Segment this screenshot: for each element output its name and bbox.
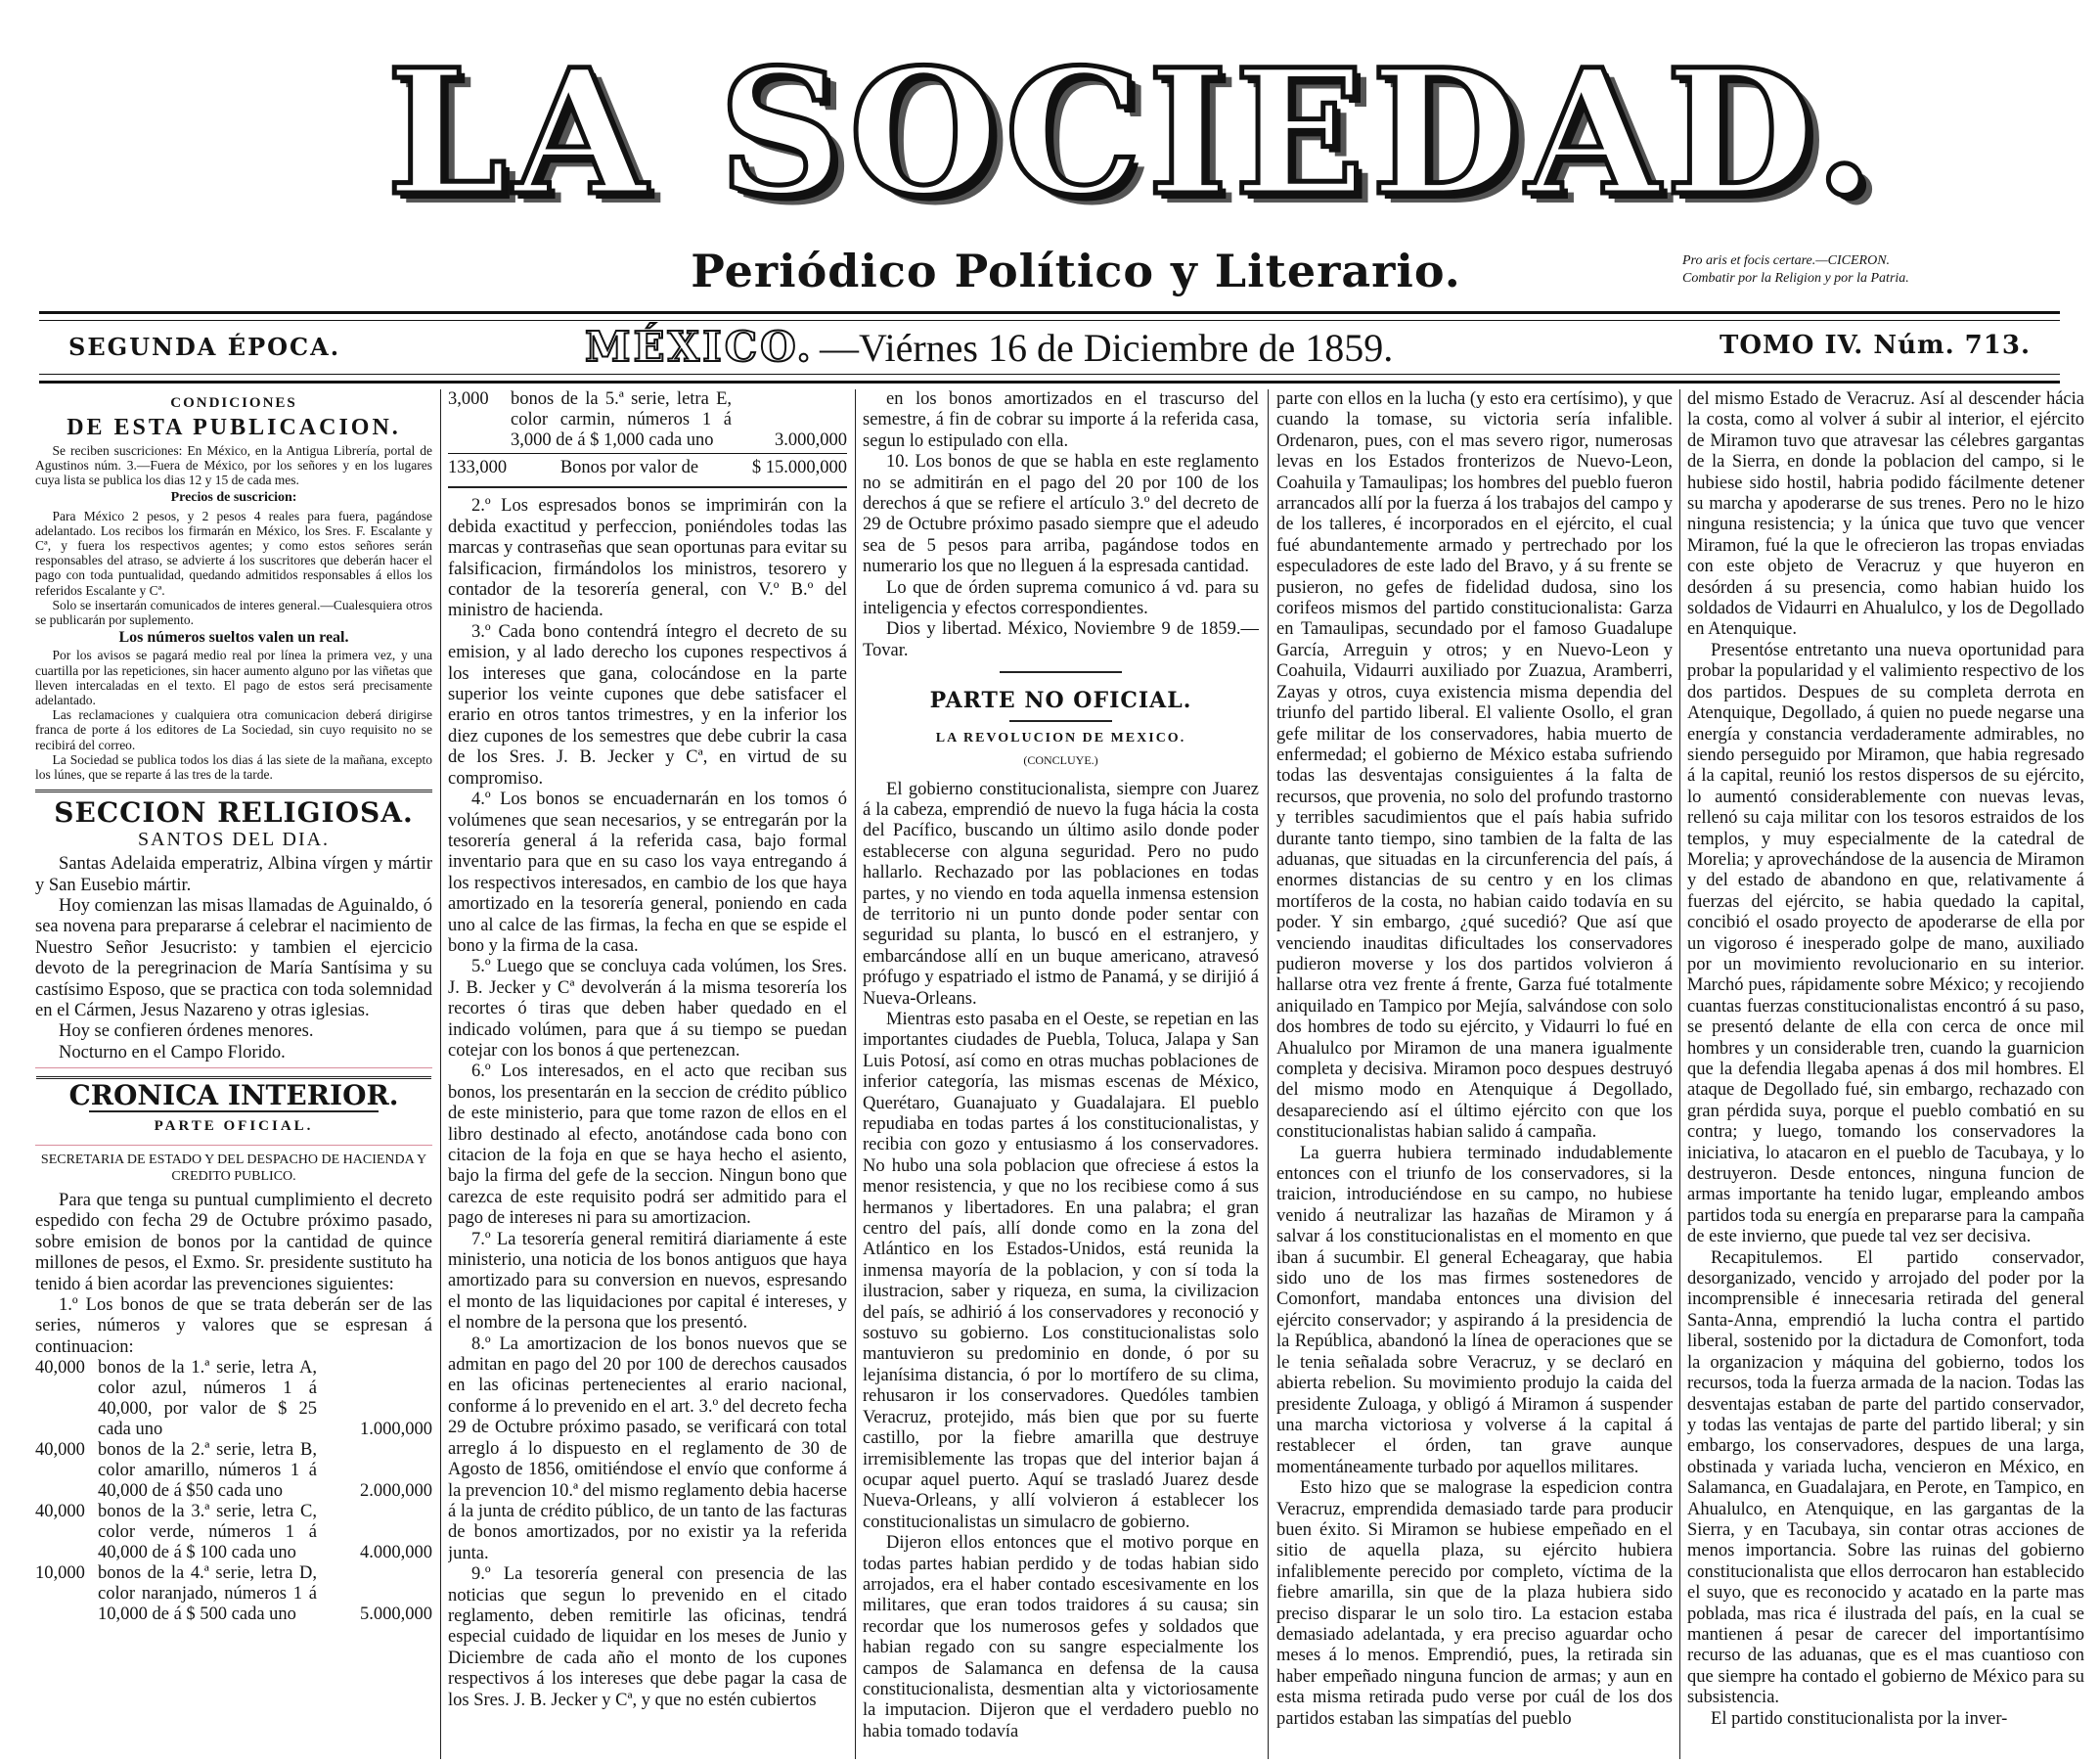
- total-label: Bonos por valor de: [559, 458, 699, 477]
- article-paragraph: Lo que de órden suprema comunico á vd. para su inteligencia y efectos correspondientes.: [863, 577, 1259, 619]
- article-paragraph: 5.º Luego que se concluya cada volúmen, los Sres. J. B. Jecker y Cª devolverán á la misma tesorería los recortes ó tiras que deben haber quedado en el indicado volúmen, para que á su tiempo se puedan cotejar con los bonos á que pertenezcan.: [448, 957, 847, 1061]
- column-divider: [1268, 389, 1269, 1759]
- signature-line: Dios y libertad. México, Noviembre 9 de 1859.—Tovar.: [863, 619, 1259, 660]
- article-paragraph: 3.º Cada bono contendrá íntegro el decreto de su emision, y al lado derecho los cupones respectivos á los intereses que gana, colocándose en la parte superior los veinte cupones que debe satisfacer el erario en otros tantos trimestres, y en la inferior los diez cupones de los semestres que debe cubrir la casa de los Sres. J. B. Jecker y Cª, en virtud de su compromiso.: [448, 621, 847, 789]
- bond-row: [448, 389, 847, 451]
- motto-line: Combatir por la Religion y por la Patria.: [1682, 271, 1909, 286]
- column-divider: [1679, 389, 1680, 1759]
- rule: [1000, 671, 1122, 673]
- cronica-title: CRONICA INTERIOR.: [68, 1079, 399, 1112]
- paragraph: Nocturno en el Campo Florido.: [59, 1042, 286, 1062]
- prices-title: Precios de suscricion:: [170, 490, 297, 506]
- bond-desc: bonos de la 5.ª serie, letra E, color carmin, números 1 á 3,000 de á $ 1,000 cada uno: [511, 389, 732, 450]
- article-paragraph: Esto hizo que se malograse la espedicion contra Veracruz, emprendida demasiado tarde para producir buen éxito. Si Miramon se hubiese empeñado en el sitio de aquella plaza, su ejército hubiera infaliblemente perecido por completo, víctima de la fiebre amarilla, sin que de la plaza hubiera sido preciso disparar le un solo tiro. La estacion estaba demasiado adelantada, y era preciso aguardar ocho meses á lo menos. Emprendió, pues, la retirada sin haber empeñado ninguna funcion de armas; y aun en esta misma retirada pudo verse por cuál de los dos partidos estaban las simpatías del pueblo: [1276, 1478, 1673, 1729]
- bond-qty: 40,000: [35, 1502, 85, 1522]
- paragraph: Para que tenga su puntual cumplimiento el decreto espedido con fecha 29 de Octubre próximo pasado, sobre emision de bonos por la cantidad de quince millones de pesos, el Exmo. Sr. presidente sustituto ha tenido á bien acordar las prevenciones siguientes:: [35, 1190, 432, 1294]
- paragraph: Por los avisos se pagará medio real por línea la primera vez, y una cuartilla por las repeticiones, sin hacer aumento alguno por las viñetas que lleven intercaladas en el texto. El pago de estos será precisamente adelantado.: [35, 648, 432, 708]
- paragraph: Se reciben suscriciones: En México, en la Antigua Librería, portal de Agustinos núm. 3.—Fuera de México, por los señores y en los lugares cuya lista se publica los dias 12 y 15 de cada mes.: [35, 442, 432, 488]
- paragraph: Santas Adelaida emperatriz, Albina vírgen y mártir y San Eusebio mártir.: [35, 854, 432, 895]
- paragraph: Solo se insertarán comunicados de interes general.—Cualesquiera otros se publicarán por suplemento.: [35, 597, 432, 628]
- rule: [448, 486, 847, 488]
- bond-desc: bonos de la 3.ª serie, letra C, color verde, números 1 á 40,000 de á $ 100 cada uno: [98, 1502, 317, 1563]
- issue-date: —Viérnes 16 de Diciembre de 1859.: [820, 326, 1394, 370]
- bond-row: [35, 1358, 432, 1440]
- motto: [1682, 252, 1995, 288]
- article-paragraph: Dijeron ellos entonces que el motivo porque en todas partes habian perdido y de todas habian sido arrojados, era el haber contado escesivamente en los militares, que eran todos traidores á su causa; sin recordar que los numerosos gefes y soldados que habian regado con su sangre especialmente los campos de Salamanca en defensa de la causa constitucionalista, desmentian alta y victoriosamente la imputacion. Dijeron que el verdadero pueblo no habia tomado todavía: [863, 1533, 1259, 1741]
- conditions-subtitle: DE ESTA PUBLICACION.: [67, 415, 401, 441]
- article-paragraph: parte con ellos en la lucha (y esto era certísimo), y que cuando la tomase, su victoria sería infalible. Ordenaron, pues, con el mas severo rigor, numerosas levas en los Estados fronterizos de Nuevo-Leon, Coahuila y Tamaulipas; los hombres del pueblo fueron arrancados allí por la fuerza á los trabajos del campo y de los talleres, é incorporados en el ejército, el cual fué abundantemente armado y pertrechado por los especuladores de este lado del Bravo, y á su frente se pusieron, no gefes de fidelidad dudosa, sino los corifeos mismos del partido constitucionalista: Garza en Tamaulipas, secundado por el famoso Guadalupe García, Arreguin y otros; y en Nuevo-Leon y Coahuila, Vidaurri auxiliado por Zuazua, Aramberri, Zayas y otros, cuya existencia misma dependia del triunfo del partido liberal. El valiente Osollo, el gran gefe militar de los conservadores, habia muerto de enfermedad; el gobierno de México estaba sufriendo todas las desventajas consiguientes á la falta de recursos, que provenia, no solo del profundo trastorno y terribles sacudimientos que el país habia sufrido durante tanto tiempo, sino tambien de la falta de las aduanas, que situadas en la circunferencia del país, á enormes distancias de su centro y en los climas mortíferos de la costa, no habian caido todavía en su poder. Y sin embargo, ¿qué sucedió? Que así que venciendo inauditas dificultades los conservadores pudieron moverse y los dos partidos volvieron á hallarse otra vez frente á frente, Garza fué totalmente aniquilado en Tampico por Mejía, salvándose con solo dos hombres de todo su ejército, y Vidaurri lo fué en Ahualulco por Miramon de una manera igualmente completa y decisiva. Miramon poco despues destruyó del mismo modo en Atenquique á Degollado, desapareciendo así el último ejército con que los constitucionalistas habian salido á campaña.: [1276, 389, 1673, 1143]
- paragraph: Hoy comienzan las misas llamadas de Aguinaldo, ó sea novena para prepararse á celebrar el nacimiento de Nuestro Señor Jesucristo: y tambien el ejercicio devoto de la peregrinacion de María Santísima y su castísimo Esposo, que se practica con toda solemnidad en el Cármen, Jesus Nazareno y otras iglesias.: [35, 895, 432, 1020]
- cronica-interior-header: [35, 1067, 432, 1146]
- column-5: [1687, 389, 2084, 1759]
- bond-desc: bonos de la 1.ª serie, letra A, color azul, números 1 á 40,000, por valor de $ 25 cada uno: [98, 1358, 317, 1440]
- article-paragraph: en los bonos amortizados en el trascurso del semestre, á fin de cobrar su importe á la referida casa, segun lo estipulado con ella.: [863, 389, 1259, 451]
- column-2: [448, 389, 847, 1759]
- bonds-table-continued: [448, 389, 847, 451]
- article-paragraph: Recapitulemos. El partido conservador, desorganizado, vencido y arrojado del poder por la incomprensible é innecesaria retirada del general Santa-Anna, emprendió la lucha contra el partido liberal, sostenido por la dictadura de Comonfort, toda la organizacion y máquina del gobierno, todos los recursos, toda la fuerza armada de la nacion. Todas las desventajas estaban de parte del partido conservador, y todas las ventajas de parte del partido liberal; y sin embargo, los conservadores, despues de una larga, obstinada y variada lucha, vencieron en México, en Salamanca, en Guadalajara, en Perote, en Tampico, en Ahualulco, en Atenquique, en las gargantas de la Sierra, y en Tacubaya, sin contar otras acciones de menos importancia. Sobre las ruinas del gobierno constitucionalista que ellos derrocaron han establecido el suyo, que es reconocido y acatado en la parte mas poblada, mas rica é ilustrada del país, en la cual se mantienen á pesar de carecer del importantísimo recurso de las aduanas, que es el mas cuantioso con que siempre ha contado el gobierno de México para su subsistencia.: [1687, 1247, 2084, 1708]
- article-paragraph: 6.º Los interesados, en el acto que reciban sus bonos, los presentarán en la seccion de crédito público de este ministerio, para que tome razon de ellos en el libro destinado al efecto, anotándose cada bono con citacion de la foja en que se haya hecho el asiento, bajo la firma del gefe de la seccion. Ningun bono que carezca de este requisito podrá ser admitido para el pago de intereses ni para su amortizacion.: [448, 1062, 847, 1229]
- article-paragraph: 4.º Los bonos se encuadernarán en los tomos ó volúmenes que sean necesarios, y se entregarán por la tesorería general á la referida casa, bajo formal inventario para que en su caso los vaya entregando á los respectivos interesados, en cambio de los que haya amortizado en la tesorería general, poniendo en cada uno al calce de las firmas, la fecha en que se espide el bono y la firma de la casa.: [448, 790, 847, 956]
- dateline-rule: [39, 374, 2060, 384]
- parte-oficial-title: PARTE OFICIAL.: [154, 1117, 314, 1134]
- article-paragraph: 10. Los bonos de que se habla en este reglamento no se admitirán en el pago del 20 por 100 de los derechos á que se refiere el artículo 3.º del decreto de 29 de Octubre próximo pasado siempre que el adeudo sea de 5 pesos para arriba, pagándose todos en numerario los que no lleguen á la espresada cantidad.: [863, 452, 1259, 577]
- motto-line: Pro aris et focis certare.—CICERON.: [1682, 253, 1891, 268]
- column-1: [35, 389, 432, 1759]
- column-divider: [440, 389, 441, 1759]
- paragraph: Hoy se confieren órdenes menores.: [59, 1021, 314, 1042]
- paragraph: La Sociedad se publica todos los dias á las siete de la mañana, excepto los lúnes, que se reparte á las tres de la tarde.: [35, 751, 432, 783]
- city-label: MÉXICO.: [585, 323, 814, 371]
- saints-title: SANTOS DEL DIA.: [137, 828, 331, 850]
- paragraph: Para México 2 pesos, y 2 pesos 4 reales para fuera, pagándose adelantado. Los recibos los firmarán en México, los Sres. F. Escalante y Cª, y fuera los respectivos agentes; y como estos señores serán responsables del atraso, se advierte á los suscritores que deberán hacer el pago con toda puntualidad, quedando admitidos responsables á ellos los referidos Escalante y Cª.: [35, 508, 432, 598]
- newspaper-logo: LA SOCIEDAD.: [386, 31, 1881, 234]
- bond-qty: 40,000: [35, 1440, 85, 1461]
- bond-row: [35, 1563, 432, 1625]
- bond-value: 2.000,000: [360, 1481, 432, 1502]
- volume-number: TOMO IV. Núm. 713.: [1720, 331, 2031, 360]
- article-paragraph: 2.º Los espresados bonos se imprimirán con la debida exactitud y perfeccion, poniéndoles todas las marcas y contraseñas que sean oportunas para evitar su falsificacion, firmándolos los ministros, tesorero y contador de la tesorería general, con V.º B.º del ministro de hacienda.: [448, 496, 847, 621]
- column-4: [1276, 389, 1673, 1759]
- loose-numbers-note: Los números sueltos valen un real.: [118, 629, 349, 647]
- article-paragraph: 7.º La tesorería general remitirá diariamente á este ministerio, una noticia de los bonos antiguos que haya amortizado para su conversion en nuevos, espresando el monto de las liquidaciones por capital é intereses, y el nombre de la persona que los presentó.: [448, 1229, 847, 1334]
- article-paragraph: El gobierno constitucionalista, siempre con Juarez á la cabeza, emprendió de nuevo la fuga hácia la costa del Pacífico, buscando un último asilo donde poder establecerse con alguna seguridad. Pero no pudo hallarlo. Rechazado por las poblaciones en todas partes, y no viendo en toda aquella inmensa estension de territorio ni un punto donde poder sentar con seguridad su planta, lo buscó en el estranjero, y embarcándose allí en un buque americano, atravesó prófugo y espatriado el istmo de Panamá, y se dirijió á Nueva-Orleans.: [863, 779, 1259, 1009]
- bond-row: [35, 1440, 432, 1502]
- bond-value: 1.000,000: [360, 1420, 432, 1440]
- epoch-label: SEGUNDA ÉPOCA.: [68, 333, 341, 361]
- ministry-heading: SECRETARIA DE ESTADO Y DEL DESPACHO DE HACIENDA Y CREDITO PUBLICO.: [40, 1152, 427, 1184]
- article-paragraph: 8.º La amortizacion de los bonos nuevos que se admitan en pago del 20 por 100 de derechos causados en las oficinas pertenecientes al erario nacional, conforme á lo prevenido en el art. 3.º del decreto fecha 29 de Octubre próximo pasado, se verificará con total arreglo á lo dispuesto en el reglamento de 30 de Agosto de 1856, omitiéndose el envío que conforme á la prevencion 10.ª del mismo reglamento debia hacerse á la junta de crédito público, de un tanto de las facturas de bonos amortizados, por no existir ya la referida junta.: [448, 1334, 847, 1563]
- bond-desc: bonos de la 4.ª serie, letra D, color naranjado, números 1 á 10,000 de á $ 500 cada uno: [98, 1563, 317, 1625]
- dateline: [39, 323, 2060, 371]
- newspaper-subtitle: Periódico Político y Literario.: [691, 245, 1461, 297]
- column-divider: [855, 389, 856, 1759]
- total-value: $ 15.000,000: [751, 458, 847, 477]
- parte-no-oficial-title: PARTE NO OFICIAL.: [929, 688, 1192, 714]
- bond-value: 3.000,000: [775, 430, 847, 450]
- bond-row: [35, 1502, 432, 1563]
- conditions-title: CONDICIONES: [170, 395, 297, 411]
- religion-section-title: SECCION RELIGIOSA.: [54, 796, 414, 830]
- paragraph: 1.º Los bonos de que se trata deberán ser de las series, números y valores que se espresan á continuacion:: [35, 1295, 432, 1357]
- rule: [1009, 720, 1112, 722]
- article-paragraph: Presentóse entretanto una nueva oportunidad para probar la popularidad y el valimiento respectivo de los dos partidos. Despues de su completa derrota en Atenquique, Degollado, á quien no puede negarse una energía y constancia verdaderamente admirables, no siendo perseguido por Miramon, que habia regresado á la capital, reunió los restos dispersos de su ejército, lo aumentó considerablemente con nuevas levas, rellenó su caja militar con los tesoros estraidos de los templos, y muy especialmente de la catedral de Morelia; y aprovechándose de la ausencia de Miramon y del estado de abandono en que, relativamente á fuerzas del ejército, se habia quedado la capital, concibió el osado proyecto de apoderarse de ella por un vigoroso é inesperado golpe de mano, auxiliado por un movimiento revolucionario en su interior. Marchó pues, rápidamente sobre México; y recojiendo cuantas fuerzas constitucionalistas encontró á su paso, se presentó delante de ella con cerca de once mil hombres y un considerable tren, cuando la guarnicion que la defendia llegaba apenas á dos mil hombres. El ataque de Degollado fué, sin embargo, rechazado con gran pérdida suya, porque el pueblo combatió en su contra; y luego, tomando los conservadores la iniciativa, lo atacaron en el pueblo de Tacubaya, y lo destruyeron. Desde entonces, ninguna funcion de armas importante ha tenido lugar, empleando ambos partidos toda su energía en prepararse para la campaña de este invierno, que puede tal vez ser decisiva.: [1687, 640, 2084, 1247]
- article-paragraph: El partido constitucionalista por la inver-: [1711, 1708, 2008, 1729]
- bond-qty: 40,000: [35, 1358, 85, 1379]
- bond-value: 4.000,000: [360, 1543, 432, 1563]
- paragraph: Las reclamaciones y cualquiera otra comunicacion deberá dirigirse franca de porte á los editores de La Sociedad, sin cuyo requisito no se recibirá del correo.: [35, 707, 432, 752]
- article-paragraph: La guerra hubiera terminado indudablemente entonces con el triunfo de los conservadores, si la traicion, introduciéndose en su campo, no hubiese venido á neutralizar las hazañas de Miramon y á salvar á los constitucionalistas en el momento en que iban á sucumbir. El general Echeagaray, que habia sido uno de los mas firmes sostenedores de Comonfort, mandaba entonces una division del ejército conservador; y aspirando á la presidencia de la República, abandonó la línea de operaciones que se le tenia señalada sobre Veracruz, y se declaró en abierta rebelion. Su movimiento produjo la caida del presidente Zuloaga, y obligó á Miramon á suspender una marcha victoriosa y volverse á la capital á restablecer el órden, tan grave aunque momentáneamente turbado por aquellos militares.: [1276, 1143, 1673, 1477]
- total-qty: 133,000: [448, 458, 508, 477]
- article-paragraph: 9.º La tesorería general con presencia de las noticias que segun lo prevenido en el citado reglamento, deben remitirle las oficinas, tendrá especial cuidado de liquidar en los meses de Junio y Diciembre de cada año el monto de los cupones respectivos á los intereses que debe pagar la casa de los Sres. J. B. Jecker y Cª, y que no estén cubiertos: [448, 1564, 847, 1710]
- bonds-table: [35, 1358, 432, 1625]
- article-paragraph: del mismo Estado de Veracruz. Así al descender hácia la costa, como al volver á subir al interior, el ejército de Miramon tuvo que atravesar las célebres gargantas de la Sierra, en donde la poblacion del campo, si le hubiese sido hostil, habria podido fácilmente detener su marcha y apoderarse de sus trenes. Pero no le hizo ninguna resistencia; y la única que tuvo que vencer Miramon, fué la que le ofrecieron las tropas enviadas con este objeto de Veracruz y que huyeron en desórden á su presencia, como habian huido los soldados de Vidaurri en Ahualulco, y los de Degollado en Atenquique.: [1687, 389, 2084, 640]
- bonds-total: [448, 453, 847, 478]
- top-rule: [39, 311, 2060, 321]
- bond-qty: 10,000: [35, 1563, 85, 1584]
- bond-desc: bonos de la 2.ª serie, letra B, color amarillo, números 1 á 40,000 de á $50 cada uno: [98, 1440, 317, 1502]
- article-paragraph: Mientras esto pasaba en el Oeste, se repetian en las importantes ciudades de Puebla, Toluca, Jalapa y San Luis Potosí, así como en otras muchas poblaciones de inferior categoría, las mismas escenas de México, Querétaro, Guanajuato y Guadalajara. El pueblo repudiaba en todas partes á los constitucionalistas, y recibia con gozo y entusiasmo á los conservadores. No hubo una sola poblacion que ofreciese á estos la menor resistencia, y que no los recibiese como á sus hermanos y libertadores. En una palabra; el gran centro del país, allí donde como en la zona del Atlántico en los Estados-Unidos, está reunida la inmensa mayoría de la poblacion, y con sí toda la ilustracion, saber y riqueza, en suma, la civilizacion del país, se adhirió á los conservadores y reconoció y sostuvo su gobierno. Los constitucionalistas solo mantuvieron su predominio en donde, ó por su lejanísima distancia, ó por lo mortífero de su clima, rehusaron ir los conservadores. Quedóles tambien Veracruz, protejido, más bien que por su fuerte castillo, por la fiebre amarilla que destruye irremisiblemente las tropas que del interior bajan á ocupar aquel puerto. Aquí se trasladó Juarez desde Nueva-Orleans, y allí volvieron á establecer los constitucionalistas un simulacro de gobierno.: [863, 1009, 1259, 1532]
- section-divider: [35, 790, 432, 792]
- article-title: LA REVOLUCION DE MEXICO.: [935, 730, 1186, 746]
- masthead: [0, 0, 2100, 323]
- article-concluye: (CONCLUYE.): [1023, 753, 1098, 768]
- bond-value: 5.000,000: [360, 1605, 432, 1625]
- column-3: [863, 389, 1259, 1759]
- bond-qty: 3,000: [448, 389, 489, 409]
